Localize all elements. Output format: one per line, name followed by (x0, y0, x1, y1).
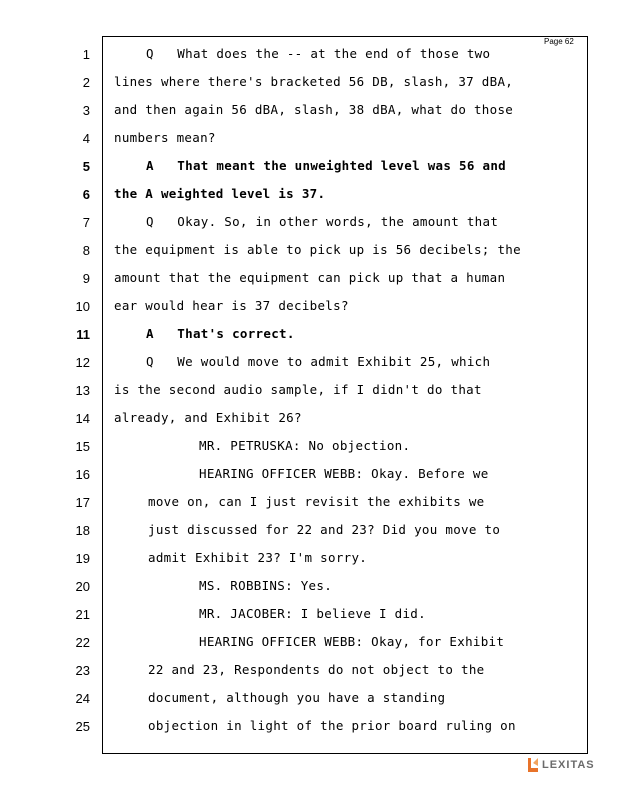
transcript-line-text: HEARING OFFICER WEBB: Okay, for Exhibit (199, 634, 505, 649)
transcript-line-text: A That's correct. (146, 326, 295, 341)
lexitas-logo (527, 758, 595, 772)
transcript-line-text: just discussed for 22 and 23? Did you move to (148, 522, 501, 537)
line-number: 10 (75, 299, 90, 314)
line-number: 1 (82, 47, 90, 62)
transcript-line-text: amount that the equipment can pick up that a human (114, 270, 506, 285)
line-number: 17 (75, 495, 90, 510)
page-number-label: Page 62 (544, 37, 574, 46)
transcript-line-text: the equipment is able to pick up is 56 decibels; the (114, 242, 521, 257)
line-number: 15 (75, 439, 90, 454)
transcript-line-text: MR. JACOBER: I believe I did. (199, 606, 426, 621)
transcript-line-text: Q Okay. So, in other words, the amount that (146, 214, 499, 229)
transcript-line-text: A That meant the unweighted level was 56 and (146, 158, 506, 173)
transcript-line-text: admit Exhibit 23? I'm sorry. (148, 550, 368, 565)
line-number: 7 (82, 215, 90, 230)
transcript-line-text: move on, can I just revisit the exhibits we (148, 494, 485, 509)
line-number: 20 (75, 579, 90, 594)
line-number: 23 (75, 663, 90, 678)
transcript-line-text: already, and Exhibit 26? (114, 410, 302, 425)
transcript-line-text: numbers mean? (114, 130, 216, 145)
line-number: 12 (75, 355, 90, 370)
line-number: 25 (75, 719, 90, 734)
line-number: 14 (75, 411, 90, 426)
transcript-line-text: HEARING OFFICER WEBB: Okay. Before we (199, 466, 489, 481)
line-number: 24 (75, 691, 90, 706)
line-number: 21 (75, 607, 90, 622)
line-number: 3 (82, 103, 90, 118)
line-number: 18 (75, 523, 90, 538)
line-number: 2 (82, 75, 90, 90)
transcript-line-text: MR. PETRUSKA: No objection. (199, 438, 411, 453)
line-number: 16 (75, 467, 90, 482)
transcript-line-text: objection in light of the prior board ruling on (148, 718, 516, 733)
transcript-line-text: is the second audio sample, if I didn't do that (114, 382, 482, 397)
lexitas-logo-mark-icon (527, 758, 539, 772)
transcript-line-text: 22 and 23, Respondents do not object to the (148, 662, 485, 677)
line-number: 5 (82, 159, 90, 174)
transcript-line-text: MS. ROBBINS: Yes. (199, 578, 333, 593)
line-number: 11 (76, 327, 90, 342)
transcript-line-text: Q We would move to admit Exhibit 25, which (146, 354, 491, 369)
transcript-line-text: lines where there's bracketed 56 DB, slash, 37 dBA, (114, 74, 514, 89)
line-number: 4 (82, 131, 90, 146)
transcript-line-text: and then again 56 dBA, slash, 38 dBA, what do those (114, 102, 514, 117)
line-number: 8 (82, 243, 90, 258)
transcript-line-text: the A weighted level is 37. (114, 186, 326, 201)
line-number: 22 (75, 635, 90, 650)
transcript-line-text: document, although you have a standing (148, 690, 446, 705)
transcript-line-text: Q What does the -- at the end of those two (146, 46, 491, 61)
lexitas-logo-text: LEXITAS (542, 759, 595, 771)
line-number: 6 (82, 187, 90, 202)
line-number: 13 (75, 383, 90, 398)
transcript-line-text: ear would hear is 37 decibels? (114, 298, 349, 313)
line-number: 9 (82, 271, 90, 286)
line-number: 19 (75, 551, 90, 566)
